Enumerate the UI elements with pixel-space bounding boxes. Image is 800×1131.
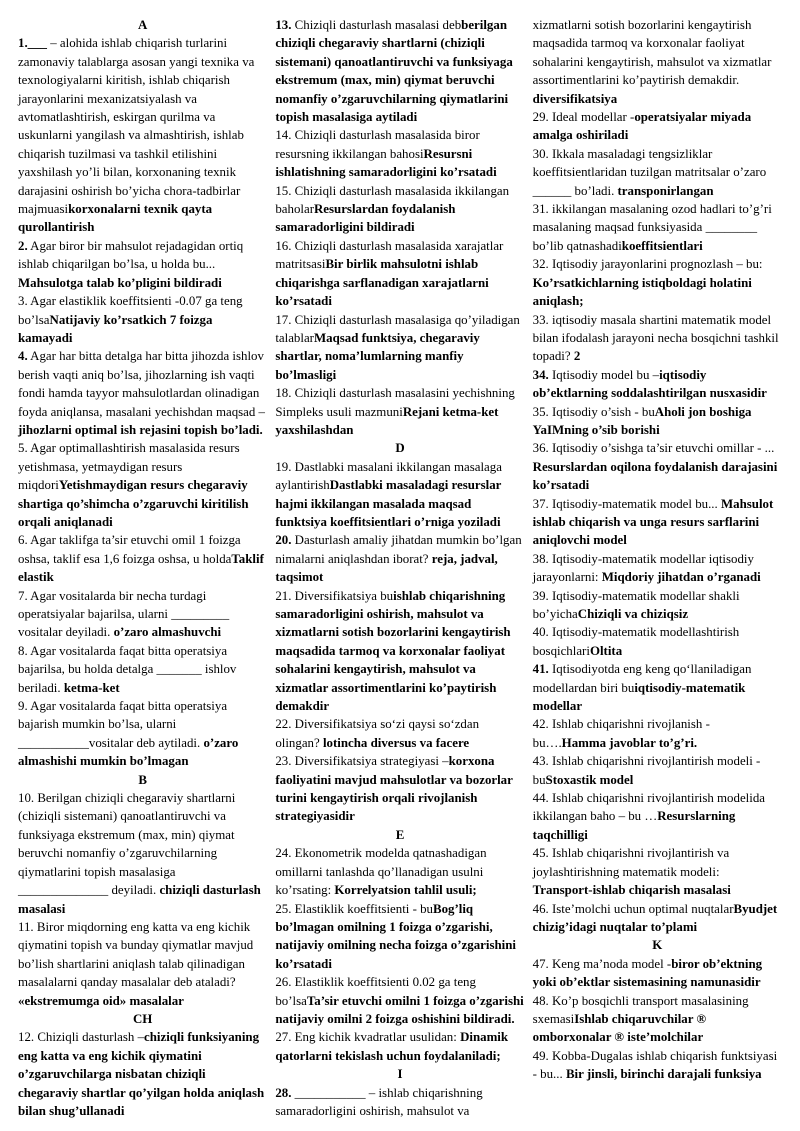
answer-text: Bog’liq bo’lmagan omilning 1 foizga o’zgarishi, natijaviy omilning necha foizga o’zgarishini ko’rsatadi: [275, 901, 516, 971]
answer-text: ketma-ket: [63, 680, 120, 695]
column-3: [533, 16, 782, 1131]
question-text: 12. Chiziqli dasturlash –: [18, 1030, 145, 1045]
section-heading: B: [138, 772, 147, 787]
section-heading: D: [395, 441, 405, 456]
question-item: [533, 439, 782, 494]
section-heading: CH: [132, 1011, 153, 1026]
question-text: 10. Berilgan chiziqli chegaraviy shartlarni (chiziqli sistemani) qanoatlantiruvchi va funksiyaga ekstremum (max, min) qiymat beruvchi nomanfiy o’zgaruvchilarning qiymatlarini topish masalasiga ______________ deyiladi.: [18, 791, 236, 898]
question-item: [18, 587, 267, 642]
question-item: [533, 752, 782, 789]
question-item: [533, 844, 782, 899]
question-item: [275, 182, 524, 237]
question-item: [533, 660, 782, 715]
question-text: ___________ – ishlab chiqarishning samaradorligini oshirish, mahsulot va: [275, 1085, 483, 1118]
question-text: 35. Iqtisodiy o’sish - bu: [532, 404, 655, 419]
question-item: [533, 789, 782, 844]
question-text: Agar biror bir mahsulot rejadagidan ortiq ishlab chiqarilgan bo’lsa, u holda bu...: [18, 238, 244, 272]
answer-text: 1.___: [18, 36, 48, 51]
answer-text: Resurslardan foydalanish samaradorligini bildiradi: [275, 202, 456, 235]
answer-text: chiziqli funksiyaning eng katta va eng kichik qiymatini o’zgaruvchilarga nisbatan chiziqli chegaraviy shartlar qo’yilgan holda aniqlash bilan shug’ullanadi: [18, 1030, 265, 1118]
answer-text: Resurslarning taqchilligi: [532, 809, 736, 842]
question-text: 44. Ishlab chiqarishni rivojlantirish modelida ikkilangan baho – bu …: [532, 791, 766, 824]
question-text: 22. Diversifikatsiya so‘zi qaysi so‘zdan olingan?: [275, 717, 480, 750]
answer-text: Dinamik qatorlarni tekislash uchun foydalaniladi;: [275, 1030, 509, 1063]
question-item: [533, 623, 782, 660]
question-text: 11. Biror miqdorning eng katta va eng kichik qiymatini topish va bunday qiymatlar mavjud bo’lish shartlarini aniqlash talab qilinadigan masalalarni qanday masalalar deb ataladi?: [18, 919, 254, 990]
question-text: 26. Elastiklik koeffitsienti 0.02 ga teng bo’lsa: [275, 975, 476, 1008]
question-text: 15. Chiziqli dasturlash masalasida ikkilangan baholar: [275, 183, 510, 217]
section-heading: I: [397, 1067, 403, 1082]
answer-text: Natijaviy ko’rsatkich 7 foizga kamayadi: [18, 312, 213, 345]
question-item: [18, 237, 267, 292]
question-text: Dasturlash amaliy jihatdan mumkin bo’lgan nimalarni aniqlashdan iborat?: [275, 533, 522, 566]
answer-text: Rejani ketma-ket yaxshilashdan: [275, 404, 499, 437]
question-item: [18, 642, 267, 697]
answer-text: korxona faoliyatini mavjud mahsulotlar va bozorlar turini kengaytirish orqali rivojlanish strategiyasidir: [275, 754, 513, 824]
question-text: 14. Chiziqli dasturlash masalasida biror resursning ikkilangan bahosi: [275, 128, 480, 161]
question-item: [275, 752, 524, 826]
question-text: 47. Keng ma’noda model -: [532, 956, 672, 971]
question-item: [533, 992, 782, 1047]
section-heading: E: [395, 827, 405, 842]
answer-text: Resurslardan oqilona foydalanish darajasini ko’rsatadi: [532, 459, 778, 493]
answer-text: 13.: [275, 18, 292, 32]
question-item: [275, 126, 524, 181]
question-item: [275, 531, 524, 586]
question-item: [533, 145, 782, 200]
question-item: [533, 1047, 782, 1084]
answer-text: Yetishmaydigan resurs chegaraviy shartiga qo’shimcha o’zgaruvchi kiritilish orqali aniqlanadi: [18, 478, 249, 529]
answer-text: Ta’sir etuvchi omilni 1 foizga o’zgarishi natijaviy omilni 2 foizga oshishini bildiradi.: [275, 993, 524, 1026]
question-item: [533, 16, 782, 108]
question-text: 29. Ideal modellar -: [532, 110, 635, 125]
question-item: [533, 587, 782, 624]
answer-text: «ekstremumga oid» masalalar: [18, 993, 184, 1008]
question-item: [18, 1028, 267, 1120]
answer-text: Oltita: [589, 643, 623, 658]
question-text: 17. Chiziqli dasturlash masalasiga qo’yiladigan talablar: [275, 312, 520, 345]
answer-text: Miqdoriy jihatdan o’rganadi: [601, 570, 761, 585]
section-heading: K: [652, 938, 663, 953]
question-text: 43. Ishlab chiqarishni rivojlantirish modeli - bu: [532, 754, 761, 787]
question-text: 39. Iqtisodiy-matematik modellar shakli bo’yicha: [532, 588, 740, 621]
answer-text: Transport-ishlab chiqarish masalasi: [532, 883, 731, 898]
answer-text: Maqsad funktsiya, chegaraviy shartlar, noma’lumlarning manfiy bo’lmasligi: [275, 330, 480, 382]
question-text: 9. Agar vositalarda faqat bitta operatsiya bajarish mumkin bo’lsa, ularni ___________vositalar deb aytiladi.: [18, 699, 228, 750]
answer-text: o’zaro almashishi mumkin bo’lmagan: [18, 735, 239, 769]
question-text: 6. Agar taklifga ta’sir etuvchi omil 1 foizga oshsa, taklif esa 1,6 foizga oshsa, u holda: [18, 533, 241, 566]
answer-text: Aholi jon boshiga YaIMning o’sib borishi: [532, 404, 752, 437]
answer-text: jihozlarni optimal ish rejasini topish bo’ladi.: [18, 422, 263, 437]
column-2: [275, 16, 524, 1131]
answer-text: Bir jinsli, birinchi darajali funksiya: [565, 1067, 762, 1082]
question-text: 3. Agar elastiklik koeffitsienti -0.07 ga teng bo’lsa: [18, 294, 243, 327]
question-item: [533, 715, 782, 752]
question-text: 49. Kobba-Dugalas ishlab chiqarish funktsiyasi - bu...: [532, 1048, 778, 1082]
answer-text: Chiziqli va chiziqsiz: [577, 607, 689, 621]
question-item: [18, 531, 267, 586]
answer-text: 2: [573, 349, 581, 364]
question-item: [18, 697, 267, 771]
answer-text: Dastlabki masaladagi resurslar hajmi ikkilangan masalada maqsad funktsiya koeffitsientlari o’rniga yoziladi: [275, 478, 502, 529]
answer-text: Korrelyatsion tahlil usuli;: [334, 883, 477, 898]
answer-text: 2.: [18, 238, 28, 253]
answer-text: lotincha diversus va facere: [322, 735, 470, 750]
question-text: xizmatlarni sotish bozorlarini kengaytirish maqsadida tarmoq va korxonalar faoliyat sohalarini kengaytirish, mahsulot va xizmatlar assortimentlarini ko’paytirish demakdir.: [532, 18, 772, 88]
question-item: [533, 900, 782, 937]
question-text: Agar har bitta detalga har bitta jihozda ishlov berish vaqti aniq bo’lsa, jihozlarning ish vaqti fondi hamda tayyor mahsulotlardan olinadigan foyda aniqlansa, masalani yechishdan maqsad –: [18, 349, 265, 419]
answer-text: reja, jadval, taqsimot: [275, 551, 498, 585]
question-item: [533, 200, 782, 255]
question-text: 27. Eng kichik kvadratlar usulidan:: [275, 1030, 461, 1045]
question-item: [533, 311, 782, 366]
question-text: 42. Ishlab chiqarishni rivojlanish - bu….: [532, 717, 710, 750]
question-text: 37. Iqtisodiy-matematik model bu...: [532, 496, 721, 511]
question-item: [18, 918, 267, 1010]
answer-text: 41.: [532, 662, 549, 677]
question-text: Chiziqli dasturlash masalasi deb: [291, 18, 462, 32]
question-text: Iqtisodiyotda eng keng qo‘llaniladigan modellardan biri bu: [532, 662, 752, 695]
question-text: 19. Dastlabki masalani ikkilangan masalaga aylantirish: [275, 459, 502, 493]
answer-text: iqtisodiy-matematik modellar: [532, 680, 746, 714]
question-item: [275, 1028, 524, 1065]
answer-text: Mahsulotga talab ko’pligini bildiradi: [18, 275, 222, 290]
answer-text: Ko’rsatkichlarning istiqboldagi holatini aniqlash;: [532, 275, 752, 309]
question-item: [533, 495, 782, 550]
question-text: 38. Iqtisodiy-matematik modellar iqtisodiy jarayonlarni:: [532, 551, 754, 585]
question-text: 5. Agar optimallashtirish masalasida resurs yetishmasa, yetmaydigan resurs miqdori: [18, 441, 240, 493]
question-item: [18, 347, 267, 439]
answer-text: Mahsulot ishlab chiqarish va unga resurs sarflarini aniqlovchi model: [532, 496, 774, 548]
answer-text: ishlab chiqarishning samaradorligini oshirish, mahsulot va xizmatlarni sotish bozorlarini kengaytirish maqsadida tarmoq va korxonalar faoliyat sohalarini kengaytirish, mahsulot va xizmatlar assortimentlarini ko’paytirish demakdir: [275, 588, 511, 714]
answer-text: Byudjet chizig’idagi nuqtalar to’plami: [532, 901, 778, 934]
answer-text: diversifikatsiya: [532, 91, 618, 106]
answer-text: chiziqli dasturlash masalasi: [18, 883, 261, 916]
question-item: [275, 715, 524, 752]
answer-text: Stoxastik model: [545, 772, 634, 787]
question-item: [533, 255, 782, 310]
answer-text: Bir birlik mahsulotni ishlab chiqarishga sarflanadigan xarajatlarni ko’rsatadi: [275, 257, 489, 309]
question-item: [533, 550, 782, 587]
question-item: [533, 955, 782, 992]
answer-text: Taklif elastik: [18, 551, 264, 585]
question-item: [533, 108, 782, 145]
question-item: [275, 900, 524, 974]
question-item: [275, 973, 524, 1028]
answer-text: iqtisodiy ob’ektlarning soddalashtirilgan nusxasidir: [532, 367, 767, 401]
question-text: 48. Ko’p bosqichli transport masalasining sxemasi: [532, 993, 749, 1026]
question-text: 24. Ekonometrik modelda qatnashadigan omillarni tanlashda qo’llanadigan usulni ko’rsating:: [275, 846, 487, 898]
question-item: [533, 403, 782, 440]
question-item: [18, 789, 267, 918]
question-text: 23. Diversifikatsiya strategiyasi –: [275, 754, 449, 769]
answer-text: transponirlangan: [617, 183, 714, 198]
answer-text: Hamma javoblar to’g’ri.: [561, 735, 698, 750]
question-text: 46. Iste’molchi uchun optimal nuqtalar: [532, 901, 734, 916]
column-1: [18, 16, 267, 1131]
question-text: 45. Ishlab chiqarishni rivojlantirish va joylashtirishning matematik modeli:: [532, 846, 730, 879]
question-item: [18, 439, 267, 531]
answer-text: biror ob’ektning yoki ob’ektlar sistemasining namunasidir: [532, 956, 763, 990]
question-item: [533, 366, 782, 403]
question-item: [275, 458, 524, 532]
answer-text: 20.: [275, 533, 292, 548]
question-text: 30. Ikkala masaladagi tengsizliklar koeffitsientlaridan tuzilgan matritsalar o’zaro ______ bo’ladi.: [532, 146, 767, 198]
question-text: 31. ikkilangan masalaning ozod hadlari to’g’ri masalaning maqsad funksiyasida ________ bo’lib qatnashadi: [532, 202, 772, 253]
question-item: [275, 844, 524, 899]
answer-text: berilgan chiziqli chegaraviy shartlarni (chiziqli sistemani) qanoatlantiruvchi va funksiyaga ekstremum (max, min) qiymat beruvchi nomanfiy o’zgaruvchilarning qiymatlarini topish masalasiga aytiladi: [275, 18, 513, 125]
question-item: [275, 311, 524, 385]
answer-text: Ishlab chiqaruvchilar ® omborxonalar ® iste’molchilar: [532, 1011, 707, 1045]
question-item: [275, 237, 524, 311]
question-item: [275, 587, 524, 716]
question-text: 7. Agar vositalarda bir necha turdagi operatsiyalar bajarilsa, ularni _________ vositalar deyiladi.: [18, 588, 230, 640]
answer-text: operatsiyalar miyada amalga oshiriladi: [532, 110, 752, 143]
question-text: 33. iqtisodiy masala shartini matematik model bilan ifodalash jarayoni necha bosqichni tashkil topadi?: [532, 312, 779, 364]
question-item: [18, 292, 267, 347]
answer-text: koeffitsientlari: [621, 238, 703, 253]
question-item: [275, 16, 524, 126]
answer-text: korxonalarni texnik qayta qurollantirish: [18, 202, 213, 235]
question-text: 18. Chiziqli dasturlash masalasini yechishning Simpleks usuli mazmuni: [275, 386, 515, 419]
question-text: 32. Iqtisodiy jarayonlarini prognozlash – bu:: [532, 257, 763, 272]
question-text: 21. Diversifikatsiya bu: [275, 588, 394, 603]
question-text: 40. Iqtisodiy-matematik modellashtirish bosqichlari: [532, 625, 740, 658]
answer-text: 4.: [18, 349, 28, 364]
question-item: [275, 1084, 524, 1121]
answer-text: 34.: [532, 367, 549, 382]
question-text: 25. Elastiklik koeffitsienti - bu: [275, 901, 433, 916]
question-text: – alohida ishlab chiqarish turlarini zamonaviy talablarga asosan yangi texnika va texnologiyalarni kiritish, ishlab chiqarish jarayonlarini mexanizatsiyalash va avtomatlashtirish, eskirgan qurilma va uskunlarni yangilash va almashtirish, ishlab chiqarish tuzilmasi va tashkil etilishini yaxshilash yo’li bilan, korxonaning texnik darajasini oshirish bo’yicha chora-tadbirlar majmuasi: [18, 36, 255, 217]
question-text: 36. Iqtisodiy o’sishga ta’sir etuvchi omillar - ...: [532, 441, 775, 456]
question-text: 16. Chiziqli dasturlash masalasida xarajatlar matritsasi: [275, 238, 504, 272]
question-text: 8. Agar vositalarda faqat bitta operatsiya bajarilsa, bu holda detalga _______ ishlov beriladi.: [18, 643, 237, 695]
question-item: [275, 384, 524, 439]
answer-text: 28.: [275, 1085, 292, 1100]
section-heading: A: [138, 18, 148, 32]
answer-text: Resursni ishlatishning samaradorligini ko’rsatadi: [275, 146, 497, 180]
question-text: Iqtisodiy model bu –: [548, 367, 660, 382]
question-item: [18, 34, 267, 236]
answer-text: o’zaro almashuvchi: [113, 625, 222, 640]
